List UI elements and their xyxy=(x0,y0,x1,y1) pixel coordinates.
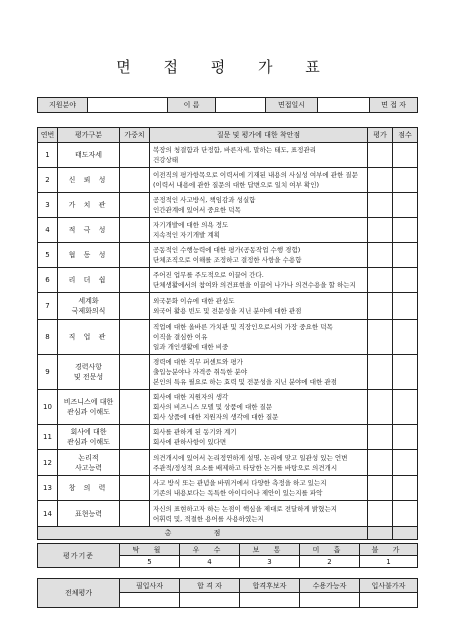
criteria-line: 단체조직으로 이해를 조정하고 결정한 사항을 수용함 xyxy=(153,256,302,264)
row-criteria xyxy=(150,168,368,193)
row-number: 10 xyxy=(38,390,58,425)
row-criteria xyxy=(150,293,368,320)
criteria-line: 회사에 관하사항이 있다면 xyxy=(153,438,227,446)
row-score[interactable] xyxy=(393,168,418,193)
category-text: 협 동 성 xyxy=(68,251,109,259)
row-criteria xyxy=(150,450,368,476)
row-number: 1 xyxy=(38,143,58,168)
row-weight[interactable] xyxy=(120,450,150,476)
evaluation-row xyxy=(38,193,418,218)
category-text: 가 치 관 xyxy=(68,201,109,209)
row-grade[interactable] xyxy=(368,450,393,476)
scoring-criteria-table xyxy=(37,543,418,568)
name-label: 이 름 xyxy=(168,98,216,113)
applicant-info-table xyxy=(37,97,418,113)
criteria-line: 회사 상품에 대한 지원자의 생각에 대한 질문 xyxy=(153,413,279,421)
category-text: 창 의 력 xyxy=(68,484,109,492)
overall-check-cell[interactable] xyxy=(180,593,240,608)
row-criteria xyxy=(150,476,368,501)
evaluation-row xyxy=(38,243,418,268)
criteria-line: 공정적인 사고방식, 책임감과 성실함 xyxy=(153,196,256,204)
criteria-line: 기존의 내용보다는 독특한 아이디어나 제안이 있는지를 파악 xyxy=(153,489,323,497)
row-category xyxy=(58,355,120,390)
row-score[interactable] xyxy=(393,425,418,450)
category-text: 신 뢰 성 xyxy=(68,176,109,184)
category-text: 적 극 성 xyxy=(68,226,109,234)
grade-label: 탁 월 xyxy=(120,544,180,556)
header-criteria: 질문 및 평가에 대한 착안점 xyxy=(150,128,368,143)
criteria-line: (이력서 내용에 관한 질문의 대한 답변으로 일치 여부 확인) xyxy=(153,181,320,189)
category-text: 리 더 쉽 xyxy=(68,276,109,284)
row-grade[interactable] xyxy=(368,476,393,501)
criteria-line: 일과 개인생활에 대한 비중 xyxy=(153,343,229,351)
row-weight[interactable] xyxy=(120,355,150,390)
row-weight[interactable] xyxy=(120,268,150,293)
row-score[interactable] xyxy=(393,390,418,425)
row-score[interactable] xyxy=(393,293,418,320)
field-label: 지원분야 xyxy=(38,98,88,113)
category-text: 사고능력 xyxy=(74,463,103,472)
interviewer-label: 면 접 자 xyxy=(370,98,418,113)
row-criteria xyxy=(150,390,368,425)
criteria-line: 복장의 청결함과 단정함, 바른자세, 말하는 태도, 표정관리 xyxy=(153,146,317,154)
row-score[interactable] xyxy=(393,355,418,390)
row-category xyxy=(58,193,120,218)
header-score: 점수 xyxy=(393,128,418,143)
criteria-line: 회사의 비즈니스 모델 및 상품에 대한 질문 xyxy=(153,403,273,411)
criteria-line: 외국어 활용 빈도 및 전문성을 지닌 분야에 대한 관점 xyxy=(153,307,302,315)
row-score[interactable] xyxy=(393,320,418,355)
evaluation-row xyxy=(38,268,418,293)
category-text: 관심과 이해도 xyxy=(67,438,110,446)
row-criteria xyxy=(150,243,368,268)
evaluation-row xyxy=(38,425,418,450)
row-number: 14 xyxy=(38,501,58,527)
row-number: 6 xyxy=(38,268,58,293)
criteria-line: 인간관계에 있어서 중요한 덕목 xyxy=(153,206,241,214)
field-value[interactable] xyxy=(88,98,168,113)
grade-points: 4 xyxy=(180,556,240,568)
row-number: 13 xyxy=(38,476,58,501)
criteria-line: 어휘력 및, 적절한 용어를 사용하였는지 xyxy=(153,514,264,523)
criteria-line: 자신의 표현하고자 하는 논점이 핵심을 제대로 전달하게 밝혔는지 xyxy=(153,504,337,513)
row-score[interactable] xyxy=(393,218,418,243)
row-number: 11 xyxy=(38,425,58,450)
row-category xyxy=(58,218,120,243)
category-text: 관심과 이해도 xyxy=(67,408,110,416)
criteria-line: 주관적/정성적 요소를 배제하고 타당한 논거를 바탕으로 의견개시 xyxy=(153,463,338,472)
criteria-line: 자기개발에 대한 의욕 정도 xyxy=(153,221,229,229)
row-grade[interactable] xyxy=(368,143,393,168)
total-score-cell[interactable] xyxy=(393,527,418,540)
row-grade[interactable] xyxy=(368,293,393,320)
row-score[interactable] xyxy=(393,243,418,268)
criteria-line: 사고 방식 또는 관념을 바꿔거에서 다양한 측정을 하고 있는지 xyxy=(153,479,327,487)
row-number: 9 xyxy=(38,355,58,390)
evaluation-row xyxy=(38,218,418,243)
row-score[interactable] xyxy=(393,268,418,293)
row-weight[interactable] xyxy=(120,243,150,268)
row-category xyxy=(58,425,120,450)
row-category xyxy=(58,450,120,476)
row-weight[interactable] xyxy=(120,501,150,527)
grade-points: 5 xyxy=(120,556,180,568)
row-category xyxy=(58,143,120,168)
criteria-line: 공동적인 수행능력에 대한 평가(공동작업 수행 경험) xyxy=(153,246,301,254)
row-grade[interactable] xyxy=(368,390,393,425)
category-text: 논리적 xyxy=(78,453,99,462)
overall-check-cell[interactable] xyxy=(300,593,360,608)
row-category xyxy=(58,320,120,355)
criteria-line: 본인의 특유 필요로 하는 효력 및 전문성을 지닌 분야에 대한 관점 xyxy=(153,378,337,386)
criteria-line: 단체생활에서의 참여와 의견표현을 이끌어 나가나 의견수용을 할 하는지 xyxy=(153,281,356,289)
criteria-line: 주어진 업무를 주도적으로 이끌어 간다. xyxy=(153,271,264,279)
criteria-line: 건강상태 xyxy=(153,156,179,164)
row-grade[interactable] xyxy=(368,355,393,390)
row-score[interactable] xyxy=(393,143,418,168)
header-weight: 가중치 xyxy=(120,128,150,143)
category-text: 국제화의식 xyxy=(71,307,106,315)
header-grade: 평가 xyxy=(368,128,393,143)
criteria-line: 이직을 결심한 이유 xyxy=(153,333,208,341)
row-category xyxy=(58,293,120,320)
overall-check-cell[interactable] xyxy=(120,593,180,608)
criteria-line: 직업에 대한 올바른 가치관 및 직장인으로서의 가장 중요한 덕목 xyxy=(153,323,333,331)
category-text: 비즈니스에 대한 xyxy=(63,398,114,406)
row-number: 7 xyxy=(38,293,58,320)
evaluation-row xyxy=(38,293,418,320)
row-weight[interactable] xyxy=(120,218,150,243)
row-category xyxy=(58,168,120,193)
row-score[interactable] xyxy=(393,450,418,476)
row-score[interactable] xyxy=(393,193,418,218)
row-grade[interactable] xyxy=(368,168,393,193)
row-grade[interactable] xyxy=(368,320,393,355)
grade-label: 불 가 xyxy=(360,544,418,556)
row-grade[interactable] xyxy=(368,268,393,293)
row-number: 4 xyxy=(38,218,58,243)
row-grade[interactable] xyxy=(368,193,393,218)
evaluation-row xyxy=(38,476,418,501)
overall-check-cell[interactable] xyxy=(240,593,300,608)
category-text: 및 전문성 xyxy=(73,373,104,381)
category-text: 표현능력 xyxy=(74,509,103,518)
header-no: 연번 xyxy=(38,128,58,143)
row-number: 2 xyxy=(38,168,58,193)
row-weight[interactable] xyxy=(120,476,150,501)
category-text: 직 업 관 xyxy=(68,333,109,341)
row-category xyxy=(58,268,120,293)
overall-option: 필입사자 xyxy=(120,579,180,593)
row-grade[interactable] xyxy=(368,218,393,243)
row-grade[interactable] xyxy=(368,425,393,450)
overall-option: 합격후보자 xyxy=(240,579,300,593)
total-row xyxy=(38,527,418,540)
row-number: 3 xyxy=(38,193,58,218)
scoring-label: 평가기준 xyxy=(38,544,120,568)
criteria-line: 지속적인 자기개발 계획 xyxy=(153,231,220,239)
overall-evaluation-table xyxy=(37,578,418,608)
row-number: 12 xyxy=(38,450,58,476)
row-number: 8 xyxy=(38,320,58,355)
row-criteria xyxy=(150,320,368,355)
overall-option: 합 격 자 xyxy=(180,579,240,593)
row-score[interactable] xyxy=(393,476,418,501)
evaluation-row xyxy=(38,320,418,355)
date-label: 면접일시 xyxy=(266,98,318,113)
row-criteria xyxy=(150,355,368,390)
category-text: 태도자세 xyxy=(74,151,103,159)
row-category xyxy=(58,390,120,425)
grade-label: 보 통 xyxy=(240,544,300,556)
evaluation-row xyxy=(38,143,418,168)
row-weight[interactable] xyxy=(120,390,150,425)
evaluation-row xyxy=(38,390,418,425)
overall-label: 전체평가 xyxy=(38,579,120,608)
overall-option: 입사불가자 xyxy=(360,579,418,593)
grade-points: 3 xyxy=(240,556,300,568)
criteria-line: 외국문화 이슈에 대한 관심도 xyxy=(153,297,235,305)
evaluation-table xyxy=(37,127,418,540)
row-category xyxy=(58,501,120,527)
row-weight[interactable] xyxy=(120,425,150,450)
row-category xyxy=(58,476,120,501)
category-text: 경력사항 xyxy=(74,363,103,371)
row-weight[interactable] xyxy=(120,168,150,193)
criteria-line: 이전직의 평가항목으로 이력서에 기재된 내용의 사실성 여부에 관한 질문 xyxy=(153,171,358,179)
row-category xyxy=(58,243,120,268)
evaluation-row xyxy=(38,355,418,390)
row-criteria xyxy=(150,268,368,293)
row-criteria xyxy=(150,501,368,527)
criteria-line: 회사를 관하게 된 동기와 계기 xyxy=(153,428,237,436)
row-criteria xyxy=(150,193,368,218)
category-text: 세계화 xyxy=(78,297,99,305)
row-score[interactable] xyxy=(393,501,418,527)
overall-option: 수용가능자 xyxy=(300,579,360,593)
row-weight[interactable] xyxy=(120,320,150,355)
grade-points: 2 xyxy=(300,556,360,568)
grade-label: 우 수 xyxy=(180,544,240,556)
total-label: 총 점 xyxy=(38,527,368,540)
row-weight[interactable] xyxy=(120,143,150,168)
category-text: 회사에 대한 xyxy=(70,428,107,436)
criteria-line: 경력에 대한 직무 퍼센트와 평가 xyxy=(153,358,243,366)
criteria-line: 의견개시에 있어서 논리정연하게 설명, 논리에 맞고 일관성 있는 언변 xyxy=(153,453,348,462)
row-criteria xyxy=(150,218,368,243)
page-title: 면 접 평 가 표 xyxy=(116,58,334,76)
name-value[interactable] xyxy=(216,98,266,113)
grade-label: 미 흡 xyxy=(300,544,360,556)
overall-check-cell[interactable] xyxy=(360,593,418,608)
row-grade[interactable] xyxy=(368,501,393,527)
total-grade-cell[interactable] xyxy=(368,527,393,540)
date-value[interactable] xyxy=(318,98,370,113)
row-grade[interactable] xyxy=(368,243,393,268)
row-weight[interactable] xyxy=(120,293,150,320)
criteria-line: 회사에 대한 지원자의 생각 xyxy=(153,393,229,401)
evaluation-row xyxy=(38,168,418,193)
criteria-line: 출입능분야나 자격증 취득한 분야 xyxy=(153,368,248,376)
header-category: 평가구분 xyxy=(58,128,120,143)
grade-points: 1 xyxy=(360,556,418,568)
evaluation-row xyxy=(38,501,418,527)
row-weight[interactable] xyxy=(120,193,150,218)
row-number: 5 xyxy=(38,243,58,268)
evaluation-row xyxy=(38,450,418,476)
row-criteria xyxy=(150,425,368,450)
row-criteria xyxy=(150,143,368,168)
